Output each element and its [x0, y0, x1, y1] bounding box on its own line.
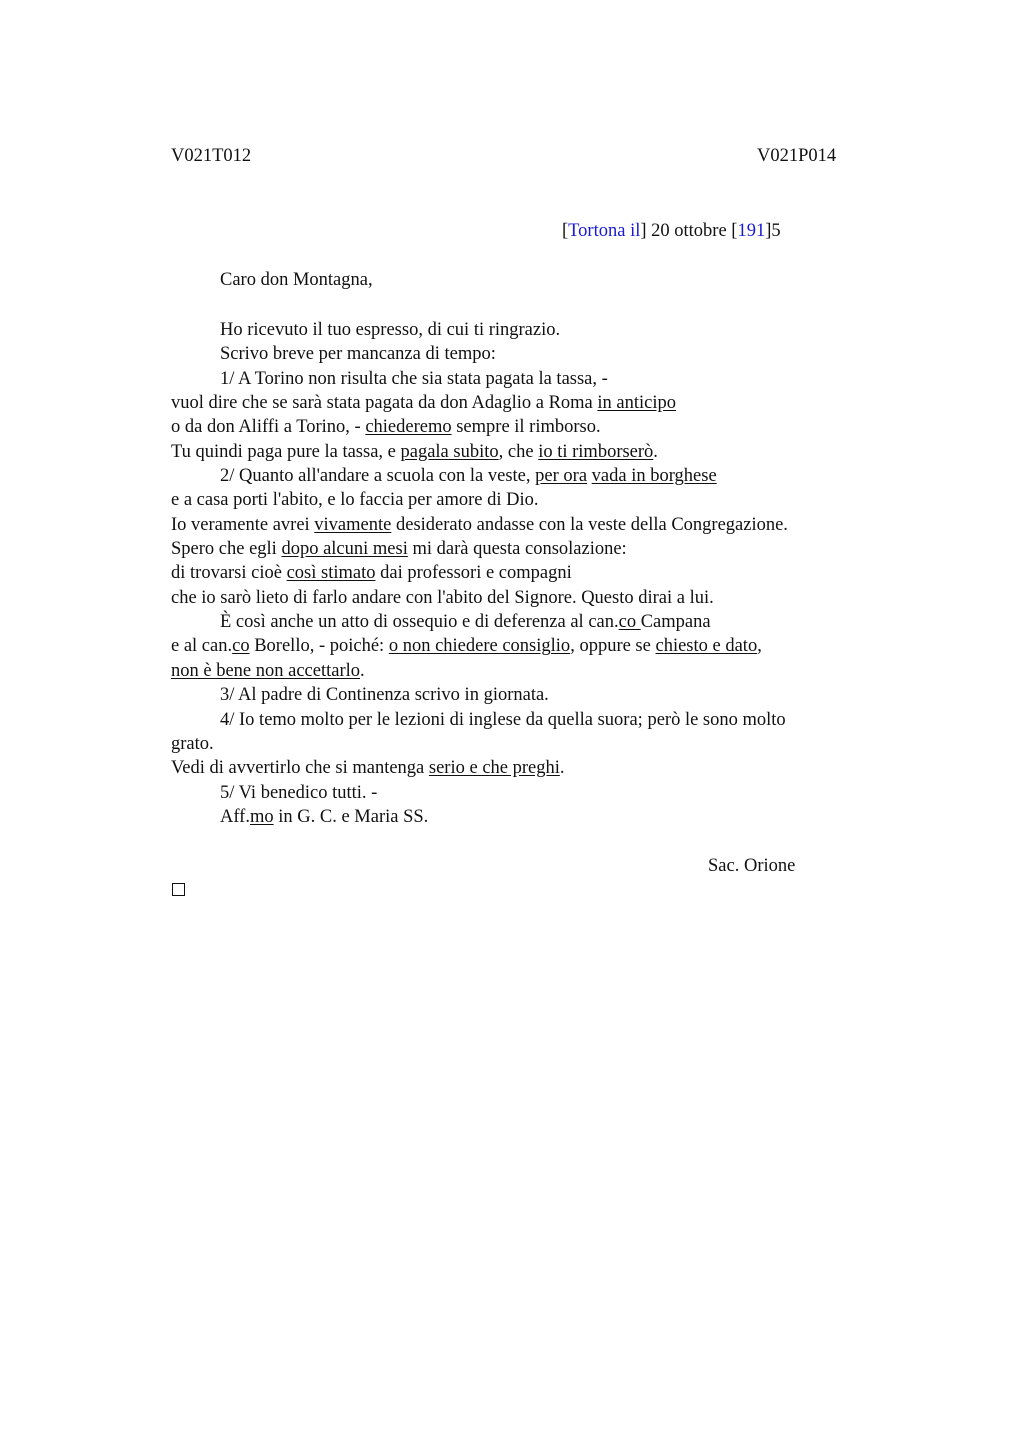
- empty-checkbox-square: [172, 883, 185, 896]
- text-segment: Scrivo breve per mancanza di tempo:: [220, 344, 496, 365]
- text-segment: o da don Aliffi a Torino, -: [171, 417, 366, 438]
- text-segment: , oppure se: [570, 636, 656, 657]
- archive-ref-left: V021T012: [171, 146, 252, 166]
- body-line: [171, 708, 871, 732]
- text-segment: Aff.: [220, 806, 250, 827]
- text-segment: 1/ A Torino non risulta che sia stata pagata la tassa, -: [220, 368, 608, 389]
- body-line: [171, 781, 871, 805]
- text-segment: Io veramente avrei: [171, 514, 315, 535]
- text-segment: dai professori e compagni: [375, 563, 572, 584]
- underlined-text: per ora: [535, 466, 588, 487]
- text-segment: 2/ Quanto all'andare a scuola con la veste,: [220, 466, 536, 487]
- text-segment: Vedi di avvertirlo che si mantenga: [171, 758, 429, 779]
- body-line: [171, 488, 871, 512]
- text-segment: che io sarò lieto di farlo andare con l'abito del Signore. Questo dirai a lui.: [171, 587, 714, 608]
- underlined-text: in anticipo: [597, 393, 676, 414]
- date-year-part: 191: [737, 221, 766, 241]
- body-line: [171, 415, 871, 439]
- body-line: [171, 464, 871, 488]
- underlined-text: dopo alcuni mesi: [281, 539, 408, 560]
- body-line: [171, 756, 871, 780]
- text-segment: vuol dire che se sarà stata pagata da don Adaglio a Roma: [171, 393, 598, 414]
- text-segment: Campana: [640, 612, 711, 633]
- date-bracket-open: [: [562, 221, 569, 241]
- text-segment: 5/ Vi benedico tutti. -: [220, 782, 378, 803]
- underlined-text: vivamente: [314, 514, 392, 535]
- signature: Sac. Orione: [708, 856, 796, 876]
- body-line: [171, 367, 871, 391]
- text-segment: desiderato andasse con la veste della Congregazione.: [391, 514, 788, 535]
- letter-body: [171, 318, 871, 829]
- underlined-text: co: [618, 612, 641, 633]
- underlined-text: co: [232, 636, 250, 657]
- body-line: [171, 440, 871, 464]
- body-line: [171, 610, 871, 634]
- text-segment: e a casa porti l'abito, e lo faccia per amore di Dio.: [171, 490, 539, 511]
- letter-date: [562, 221, 781, 242]
- text-segment: Borello, - poiché:: [249, 636, 389, 657]
- text-segment: 3/ Al padre di Continenza scrivo in giornata.: [220, 685, 549, 706]
- salutation: Caro don Montagna,: [220, 270, 373, 290]
- text-segment: .: [360, 660, 365, 681]
- text-segment: 4/ Io temo molto per le lezioni di inglese da quella suora; però le sono molto: [220, 709, 786, 730]
- text-segment: mi darà questa consolazione:: [407, 539, 627, 560]
- text-segment: .: [653, 441, 658, 462]
- underlined-text: non è bene non accettarlo: [171, 660, 361, 681]
- body-line: [171, 391, 871, 415]
- body-line: [171, 513, 871, 537]
- text-segment: di trovarsi cioè: [171, 563, 287, 584]
- text-segment: .: [559, 758, 565, 779]
- text-segment: e al can.: [171, 636, 233, 657]
- body-line: [171, 805, 871, 829]
- text-segment: ,: [757, 636, 762, 657]
- date-place: Tortona il: [568, 221, 641, 241]
- underlined-text: chiesto e dato: [655, 636, 758, 657]
- underlined-text: o non chiedere consiglio: [388, 636, 571, 657]
- text-segment: grato.: [171, 733, 214, 754]
- date-middle: ] 20 ottobre [: [640, 221, 738, 241]
- text-segment: in G. C. e Maria SS.: [273, 806, 429, 827]
- underlined-text: mo: [249, 806, 274, 827]
- body-line: [171, 659, 871, 683]
- underlined-text: vada in borghese: [591, 466, 717, 487]
- underlined-text: pagala subito: [400, 441, 499, 462]
- underlined-text: chiederemo: [365, 417, 452, 438]
- text-segment: sempre il rimborso.: [451, 417, 601, 438]
- text-segment: , che: [498, 441, 539, 462]
- text-segment: Tu quindi paga pure la tassa, e: [171, 441, 401, 462]
- body-line: [171, 537, 871, 561]
- text-segment: Spero che egli: [171, 539, 282, 560]
- body-line: [171, 586, 871, 610]
- underlined-text: io ti rimborserò: [538, 441, 654, 462]
- underlined-text: così stimato: [286, 563, 376, 584]
- body-line: [171, 342, 871, 366]
- text-segment: È così anche un atto di ossequio e di deferenza al can.: [220, 612, 619, 633]
- body-line: [171, 318, 871, 342]
- date-end: ]5: [765, 221, 781, 241]
- body-line: [171, 634, 871, 658]
- text-segment: Ho ricevuto il tuo espresso, di cui ti ringrazio.: [220, 320, 561, 340]
- body-line: [171, 561, 871, 585]
- underlined-text: serio e che preghi: [428, 758, 560, 779]
- body-line: [171, 732, 871, 756]
- archive-ref-right: V021P014: [757, 146, 837, 166]
- body-line: [171, 683, 871, 707]
